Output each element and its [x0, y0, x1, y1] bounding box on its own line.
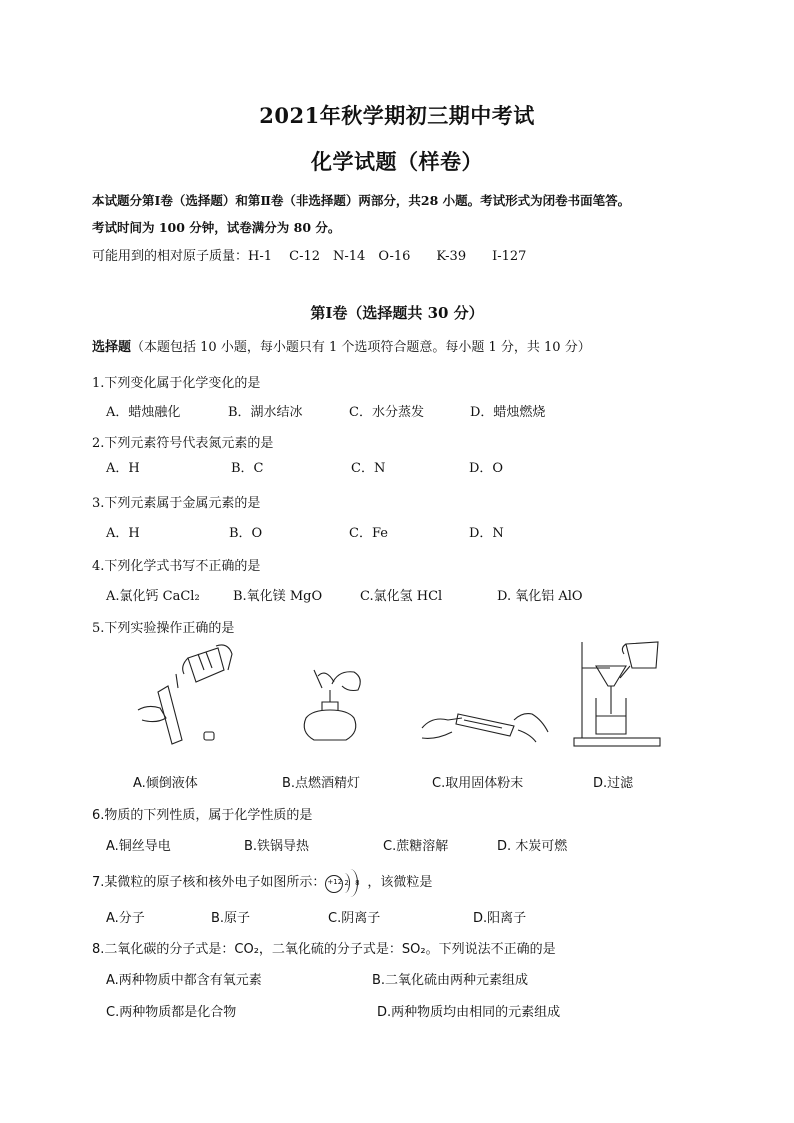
option-c[interactable]: C.蔗糖溶解	[383, 839, 449, 854]
pouring-liquid-illustration[interactable]	[128, 640, 238, 750]
question-stem: 4.下列化学式书写不正确的是	[92, 559, 261, 574]
page-subtitle: 化学试题（样卷）	[311, 149, 483, 174]
option-d[interactable]: D．N	[469, 526, 504, 541]
option-c[interactable]: C.两种物质都是化合物	[106, 1005, 237, 1020]
option-b[interactable]: B．湖水结冰	[228, 405, 303, 420]
filtration-illustration[interactable]	[570, 638, 670, 750]
option-a[interactable]: A．蜡烛融化	[106, 405, 181, 420]
option-b[interactable]: B.铁锅导热	[244, 839, 310, 854]
option-a[interactable]: A.铜丝导电	[106, 839, 171, 854]
option-b[interactable]: B．O	[229, 526, 263, 541]
option-d[interactable]: D. 氧化铝 AlO	[497, 589, 583, 604]
intro-line-2: 考试时间为 100 分钟，试卷满分为 80 分。	[92, 220, 341, 235]
option-c[interactable]: C．N	[351, 461, 386, 476]
option-d[interactable]: D. 木炭可燃	[497, 839, 568, 854]
instructions-text: （本题包括 10 小题，每小题只有 1 个选项符合题意。每小题 1 分，共 10 分）	[131, 340, 591, 355]
question-stem: 5.下列实验操作正确的是	[92, 621, 235, 636]
option-d[interactable]: D.两种物质均由相同的元素组成	[377, 1005, 561, 1020]
option-a[interactable]: A.氯化钙 CaCl₂	[106, 589, 200, 604]
option-b[interactable]: B.点燃酒精灯	[282, 776, 361, 791]
option-a[interactable]: A．H	[106, 461, 140, 476]
question-stem-pre: 7.某微粒的原子核和核外电子如图所示：	[92, 875, 326, 890]
atomic-masses: 可能用到的相对原子质量：H-1 C-12 N-14 O-16 K-39 I-127	[92, 249, 527, 264]
question-stem	[92, 871, 432, 893]
option-a[interactable]: A.两种物质中都含有氧元素	[106, 973, 262, 988]
option-c[interactable]: C．水分蒸发	[349, 405, 424, 420]
solid-powder-illustration[interactable]	[418, 698, 553, 748]
option-c[interactable]: C.阴离子	[328, 911, 381, 926]
option-d[interactable]: D.过滤	[593, 776, 634, 791]
question-stem-post: ，该微粒是	[367, 875, 433, 890]
option-b[interactable]: B.原子	[211, 911, 251, 926]
option-d[interactable]: D．O	[469, 461, 504, 476]
section-instructions	[92, 336, 591, 355]
nucleus-charge: +12	[327, 877, 343, 886]
option-b[interactable]: B.二氧化硫由两种元素组成	[372, 973, 529, 988]
option-d[interactable]: D.阳离子	[473, 911, 527, 926]
question-stem: 3.下列元素属于金属元素的是	[92, 496, 261, 511]
atom-structure-diagram	[325, 873, 367, 893]
electron-counts: 2 8	[344, 878, 362, 887]
question-stem: 8.二氧化碳的分子式是：CO₂，二氧化硫的分子式是：SO₂。下列说法不正确的是	[92, 942, 556, 957]
section-heading: 第Ⅰ卷（选择题共 30 分）	[310, 304, 484, 322]
page-title: 2021年秋学期初三期中考试	[259, 103, 535, 128]
option-a[interactable]: A．H	[106, 526, 140, 541]
alcohol-lamp-illustration[interactable]	[292, 660, 372, 750]
question-stem: 1.下列变化属于化学变化的是	[92, 376, 261, 391]
question-stem: 6.物质的下列性质，属于化学性质的是	[92, 808, 313, 823]
instructions-label: 选择题	[92, 340, 132, 355]
option-c[interactable]: C.氯化氢 HCl	[360, 589, 443, 604]
question-stem: 2.下列元素符号代表氮元素的是	[92, 436, 274, 451]
option-c[interactable]: C.取用固体粉末	[432, 776, 524, 791]
option-a[interactable]: A.倾倒液体	[133, 776, 198, 791]
intro-line-1: 本试题分第Ⅰ卷（选择题）和第Ⅱ卷（非选择题）两部分，共28 小题。考试形式为闭卷书面笔答。	[92, 193, 631, 208]
option-c[interactable]: C．Fe	[349, 526, 388, 541]
option-b[interactable]: B.氧化镁 MgO	[233, 589, 323, 604]
option-d[interactable]: D．蜡烛燃烧	[470, 405, 546, 420]
option-b[interactable]: B．C	[231, 461, 264, 476]
option-a[interactable]: A.分子	[106, 911, 145, 926]
